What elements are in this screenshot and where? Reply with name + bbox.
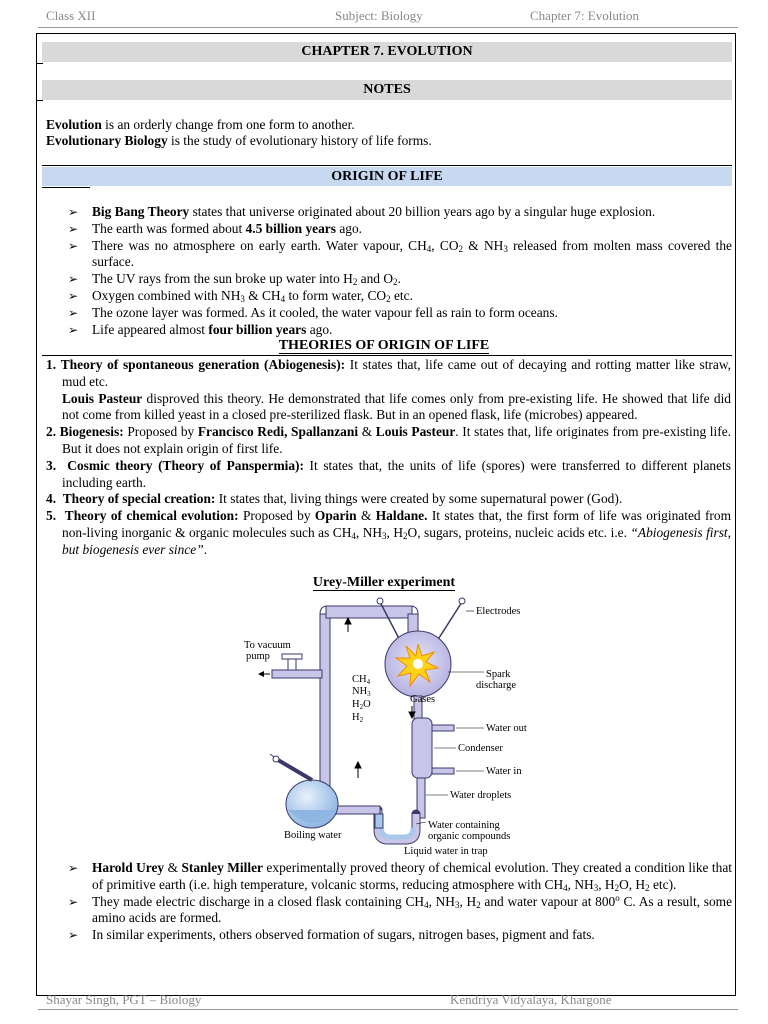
- theory-item: 3. Cosmic theory (Theory of Panspermia): It states that, the units of life (spores) were transferred to different planets including earth.: [46, 457, 731, 490]
- list-item: ➢ Oxygen combined with $NH_3$ & $CH_4$ to form water, $CO_2$ etc.: [68, 288, 732, 305]
- list-item: ➢ They made electric discharge in a closed flask containing $CH_4$, $NH_3$, $H_2$ and water vapour at 800$^o$ C. As a result, some amino acids are formed.: [68, 894, 732, 928]
- theory-item: 4. Theory of special creation: It states that, living things were created by some supernatural power (God).: [46, 491, 623, 507]
- label-liquid-trap: Liquid water in trap: [404, 846, 488, 857]
- footer-school: Kendriya Vidyalaya, Khargone: [450, 992, 612, 1007]
- label-water-containing-2: organic compounds: [428, 831, 511, 842]
- diagram-title: Urey-Miller experiment: [312, 575, 456, 590]
- trap-water: [375, 814, 383, 828]
- label-nh3: NH3: [352, 686, 371, 698]
- footer-rule: [38, 1009, 738, 1010]
- theories-rule: [42, 355, 732, 356]
- label-h2o: H2O: [352, 699, 371, 711]
- label-condenser: Condenser: [458, 743, 503, 754]
- theory-item: 2. Biogenesis: Proposed by Francisco Redi, Spallanzani & Louis Pasteur. It states that, life originates from pre-existing life. But it does not explain origin of first life.: [46, 424, 731, 456]
- theory-item: 1. Theory of spontaneous generation (Abiogenesis): It states that, life came out of decaying and rotting matter like straw, mud etc. Louis Pasteur disproved this theory. He demonstrated that life comes only from pre-existing life. He showed that life did not come from killed yeast in a closed pre-sterilized flask. But in an opened flask, life (microbes) appeared.: [46, 357, 732, 423]
- notes-heading: NOTES: [42, 80, 732, 100]
- label-boiling-water: Boiling water: [284, 830, 342, 841]
- list-item: ➢ In similar experiments, others observed formation of sugars, nitrogen bases, pigment and fats.: [68, 927, 732, 944]
- label-water-out: Water out: [486, 723, 527, 734]
- list-item: ➢ Harold Urey & Stanley Miller experimentally proved theory of chemical evolution. They created a condition like that of primitive earth (i.e. high temperature, volcanic storms, reducing atmosphere with $CH_4$, $NH_3$, $H_2O$, $H_2$ etc).: [68, 860, 732, 894]
- spark-core: [413, 659, 423, 669]
- label-ch4: CH4: [352, 674, 371, 686]
- electrode-tip-right: [459, 598, 465, 604]
- stopcock: [288, 658, 296, 670]
- list-item: ➢ Life appeared almost four billion years ago.: [68, 322, 732, 339]
- stopcock-handle: [282, 654, 302, 659]
- label-water-containing-1: Water containing: [428, 820, 500, 831]
- label-water-droplets: Water droplets: [450, 790, 512, 801]
- label-gases: Gases: [410, 694, 436, 705]
- electrode-tip-left: [377, 598, 383, 604]
- label-spark-1: Spark: [486, 669, 511, 680]
- flask-side-neck: [278, 760, 312, 780]
- list-item: ➢ The UV rays from the sun broke up water into $H_2$ and $O_2$.: [68, 271, 732, 288]
- left-tube: [320, 614, 330, 810]
- origin-list: [68, 204, 732, 338]
- theories-heading: THEORIES OF ORIGIN OF LIFE: [278, 338, 490, 353]
- section-rule: [42, 165, 732, 166]
- list-item: ➢ Big Bang Theory states that universe originated about 20 billion years ago by a singular huge explosion.: [68, 204, 732, 221]
- list-item: ➢ The earth was formed about 4.5 billion years ago.: [68, 221, 732, 238]
- label-water-in: Water in: [486, 766, 522, 777]
- urey-miller-diagram: [230, 592, 550, 857]
- theories-list: [46, 357, 731, 559]
- label-spark-2: discharge: [476, 680, 517, 691]
- vacuum-arm: [272, 670, 322, 678]
- header-rule: [38, 27, 738, 28]
- top-tube: [326, 606, 412, 618]
- origin-underline: [42, 187, 90, 188]
- label-vacuum-2: pump: [246, 651, 270, 662]
- vacuum-arrowhead: [258, 671, 264, 677]
- footer-author: Shayar Singh, PGT – Biology: [46, 992, 202, 1007]
- list-item: ➢ The ozone layer was formed. As it cooled, the water vapour fell as rain to form oceans.: [68, 305, 732, 322]
- chapter-title: CHAPTER 7. EVOLUTION: [42, 42, 732, 62]
- definition-evolution: Evolution is an orderly change from one form to another.: [46, 117, 355, 132]
- list-item: ➢ There was no atmosphere on early earth. Water vapour, $CH_4$, $CO_2$ & $NH_3$ released from molten mass covered the surface.: [68, 238, 732, 272]
- header-subject: Subject: Biology: [335, 8, 423, 23]
- header-class: Class XII: [46, 8, 96, 23]
- experiment-list: [68, 860, 732, 944]
- title-dash: [36, 63, 43, 64]
- header-chapter: Chapter 7: Evolution: [530, 8, 640, 23]
- theory-item: 5. Theory of chemical evolution: Proposed by Oparin & Haldane. It states that, the first form of life was originated from non-living inorganic & organic molecules such as $CH_4$, $NH_3$, $H_2O$, sugars, proteins, nucleic acids etc. i.e. “Abiogenesis first, but biogenesis ever since”.: [46, 508, 732, 557]
- condenser: [412, 718, 432, 778]
- definition-evolutionary-biology: Evolutionary Biology is the study of evolutionary history of life forms.: [46, 133, 432, 148]
- water-in-port: [432, 768, 454, 774]
- label-vacuum-1: To vacuum: [244, 640, 291, 651]
- notes-dash: [36, 100, 43, 101]
- label-h2: H2: [352, 712, 364, 724]
- water-out-port: [432, 725, 454, 731]
- pasteur-paragraph: Louis Pasteur disproved this theory. He demonstrated that life comes only from pre-existing life. He showed that life did not come from killed yeast in a closed pre-sterilized flask. But in an opened flask, life (microbes) appeared.: [62, 390, 732, 423]
- origin-heading: ORIGIN OF LIFE: [42, 167, 732, 186]
- flask-stopper-handle: [270, 754, 274, 757]
- trap-liquid: [381, 828, 413, 837]
- label-electrodes: Electrodes: [476, 606, 521, 617]
